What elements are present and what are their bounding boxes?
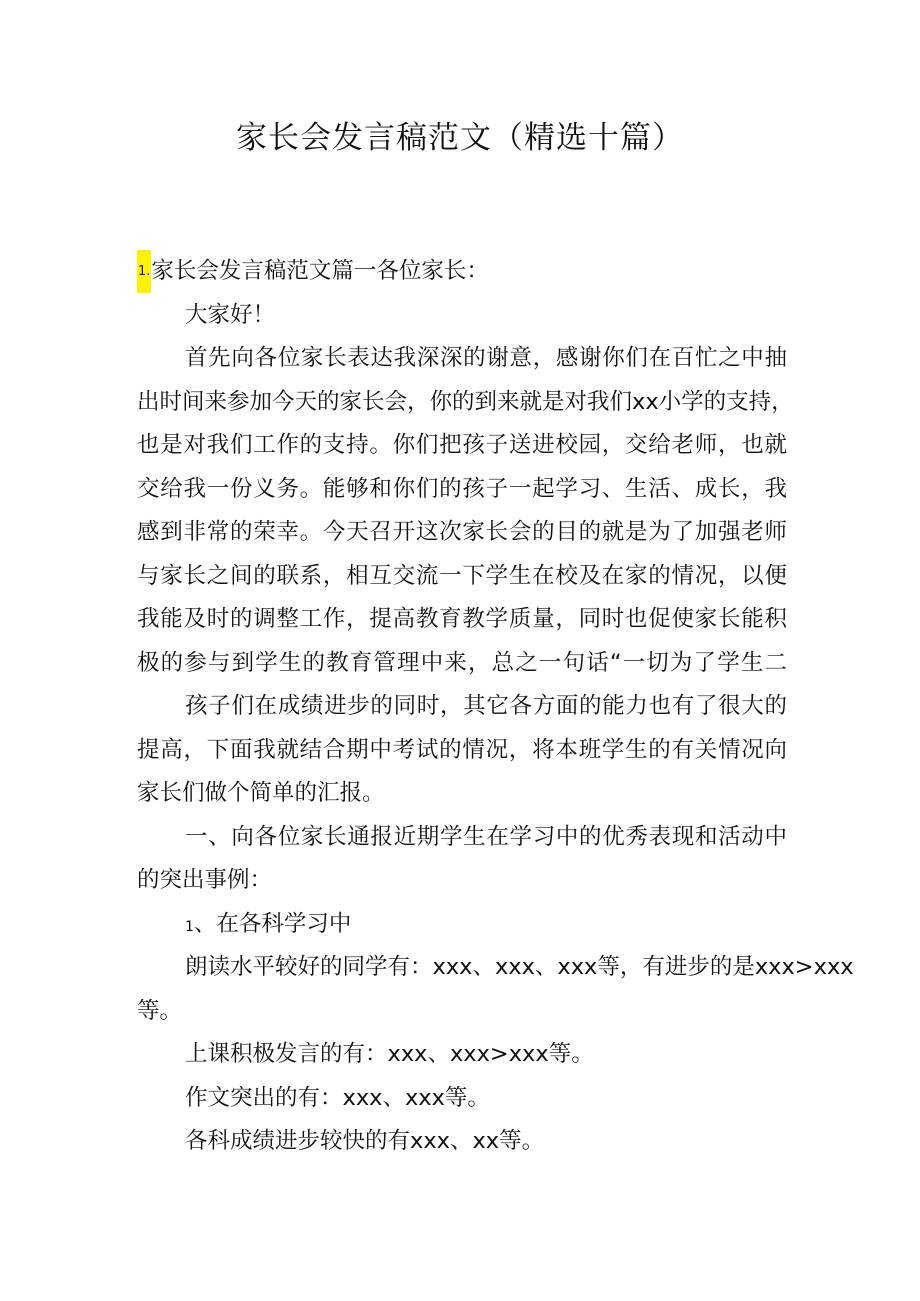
paragraph-line: 首先向各位家长表达我深深的谢意，感谢你们在百忙之中抽 — [185, 345, 787, 371]
progress-line: 各科成绩进步较快的有xxx、xx等。 — [185, 1128, 545, 1154]
paragraph-line: 极的参与到学生的教育管理中来，总之一句话“一切为了学生二 — [137, 649, 787, 676]
section-heading-text: 家长会发言稿范文篇一各位家长： — [151, 258, 489, 284]
paragraph-line: 的突出事例： — [137, 867, 273, 893]
document-body — [137, 250, 854, 1164]
writing-line: 作文突出的有：xxx、xxx等。 — [185, 1084, 490, 1111]
speaking-line: 上课积极发言的有：xxx、xxx>xxx等。 — [185, 1041, 594, 1067]
paragraph-line: 朗读水平较好的同学有：xxx、xxx、xxx等，有进步的是xxx>xxx — [185, 954, 854, 980]
paragraph-line: 等。 — [137, 997, 183, 1024]
paragraph-line: 一、向各位家长通报近期学生在学习中的优秀表现和活动中 — [185, 823, 787, 850]
document-title: 家长会发言稿范文（精选十篇） — [236, 120, 684, 156]
paragraph-2 — [137, 685, 787, 816]
sub-heading-text: 、在各科学习中 — [193, 910, 352, 937]
greeting: 大家好！ — [185, 301, 276, 328]
section-heading — [137, 250, 787, 294]
paragraph-line: 交给我一份义务。能够和你们的孩子一起学习、生活、成长，我 — [137, 475, 787, 502]
paragraph-1 — [137, 337, 794, 685]
paragraph-3 — [137, 816, 787, 903]
sub-heading — [137, 903, 787, 947]
paragraph-line: 我能及时的调整工作，提高教育教学质量，同时也促使家长能积 — [137, 606, 787, 632]
paragraph-line: 出时间来参加今天的家长会，你的到来就是对我们xx小学的支持， — [137, 388, 794, 415]
paragraph-line: 与家长之间的联系，相互交流一下学生在校及在家的情况，以便 — [137, 562, 787, 589]
sub-heading-number: 1 — [185, 918, 194, 935]
paragraph-line: 感到非常的荣幸。今天召开这次家长会的目的就是为了加强老师 — [137, 519, 787, 545]
reading-paragraph — [137, 946, 854, 1033]
paragraph-line: 孩子们在成绩进步的同时，其它各方面的能力也有了很大的 — [185, 693, 787, 719]
paragraph-line: 提高，下面我就结合期中考试的情况，将本班学生的有关情况向 — [137, 736, 787, 763]
section-marker-highlight: 1. — [137, 250, 151, 293]
paragraph-line: 也是对我们工作的支持。你们把孩子送进校园，交给老师，也就 — [137, 432, 787, 458]
paragraph-line: 家长们做个简单的汇报。 — [137, 780, 385, 806]
